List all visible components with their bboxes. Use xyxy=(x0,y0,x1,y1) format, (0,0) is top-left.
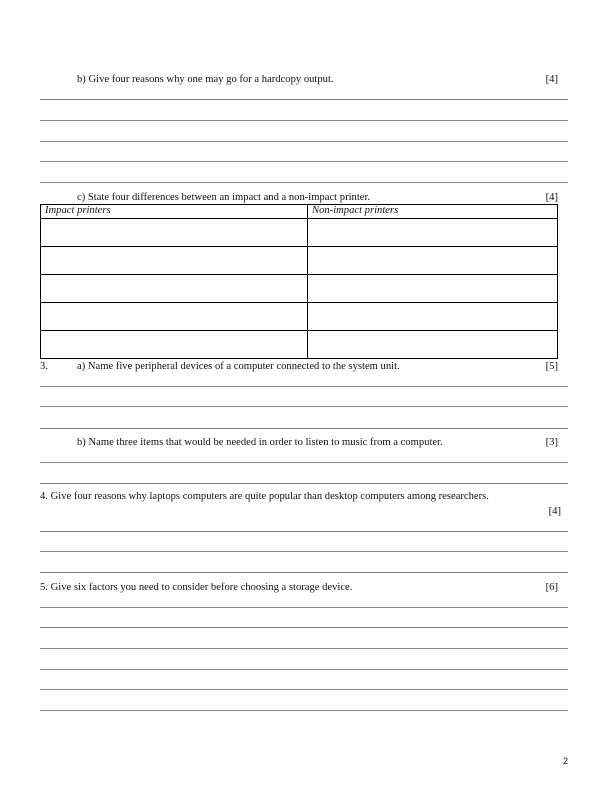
table-cell[interactable] xyxy=(41,275,308,303)
answer-line xyxy=(40,428,568,429)
answer-line xyxy=(40,710,568,711)
answer-line xyxy=(40,141,568,142)
header-non-impact: Non-impact printers xyxy=(308,205,558,219)
table-cell[interactable] xyxy=(308,275,558,303)
answer-line xyxy=(40,99,568,100)
page-number: 2 xyxy=(563,756,569,766)
answer-line xyxy=(40,182,568,183)
answer-line xyxy=(40,386,568,387)
marks-2c: [4] xyxy=(545,192,558,203)
table-cell[interactable] xyxy=(308,331,558,359)
header-impact: Impact printers xyxy=(41,205,308,219)
table-cell[interactable] xyxy=(308,247,558,275)
answer-line xyxy=(40,531,568,532)
table-cell[interactable] xyxy=(41,303,308,331)
marks-3a: [5] xyxy=(545,361,558,372)
table-cell[interactable] xyxy=(41,331,308,359)
answer-line xyxy=(40,406,568,407)
question-3a: a) Name five peripheral devices of a computer connected to the system unit. xyxy=(77,361,400,372)
question-3b: b) Name three items that would be needed in order to listen to music from a computer. xyxy=(77,437,443,448)
marks-2b: [4] xyxy=(545,74,558,85)
question-4: 4. Give four reasons why laptops computers are quite popular than desktop computers among researchers. xyxy=(40,491,489,502)
table-cell[interactable] xyxy=(41,247,308,275)
question-3-number: 3. xyxy=(40,361,48,372)
answer-line xyxy=(40,161,568,162)
answer-line xyxy=(40,689,568,690)
table-cell[interactable] xyxy=(308,303,558,331)
question-5: 5. Give six factors you need to consider before choosing a storage device. xyxy=(40,582,353,593)
marks-4: [4] xyxy=(548,506,561,517)
answer-line xyxy=(40,648,568,649)
answer-line xyxy=(40,483,568,484)
answer-line xyxy=(40,572,568,573)
answer-line xyxy=(40,120,568,121)
printer-comparison-table xyxy=(40,204,558,359)
answer-line xyxy=(40,551,568,552)
answer-line xyxy=(40,627,568,628)
answer-line xyxy=(40,462,568,463)
question-2c: c) State four differences between an impact and a non-impact printer. xyxy=(77,192,371,203)
table-cell[interactable] xyxy=(308,219,558,247)
marks-3b: [3] xyxy=(545,437,558,448)
answer-line xyxy=(40,607,568,608)
question-2b: b) Give four reasons why one may go for a hardcopy output. xyxy=(77,74,334,85)
marks-5: [6] xyxy=(545,582,558,593)
answer-line xyxy=(40,669,568,670)
table-cell[interactable] xyxy=(41,219,308,247)
